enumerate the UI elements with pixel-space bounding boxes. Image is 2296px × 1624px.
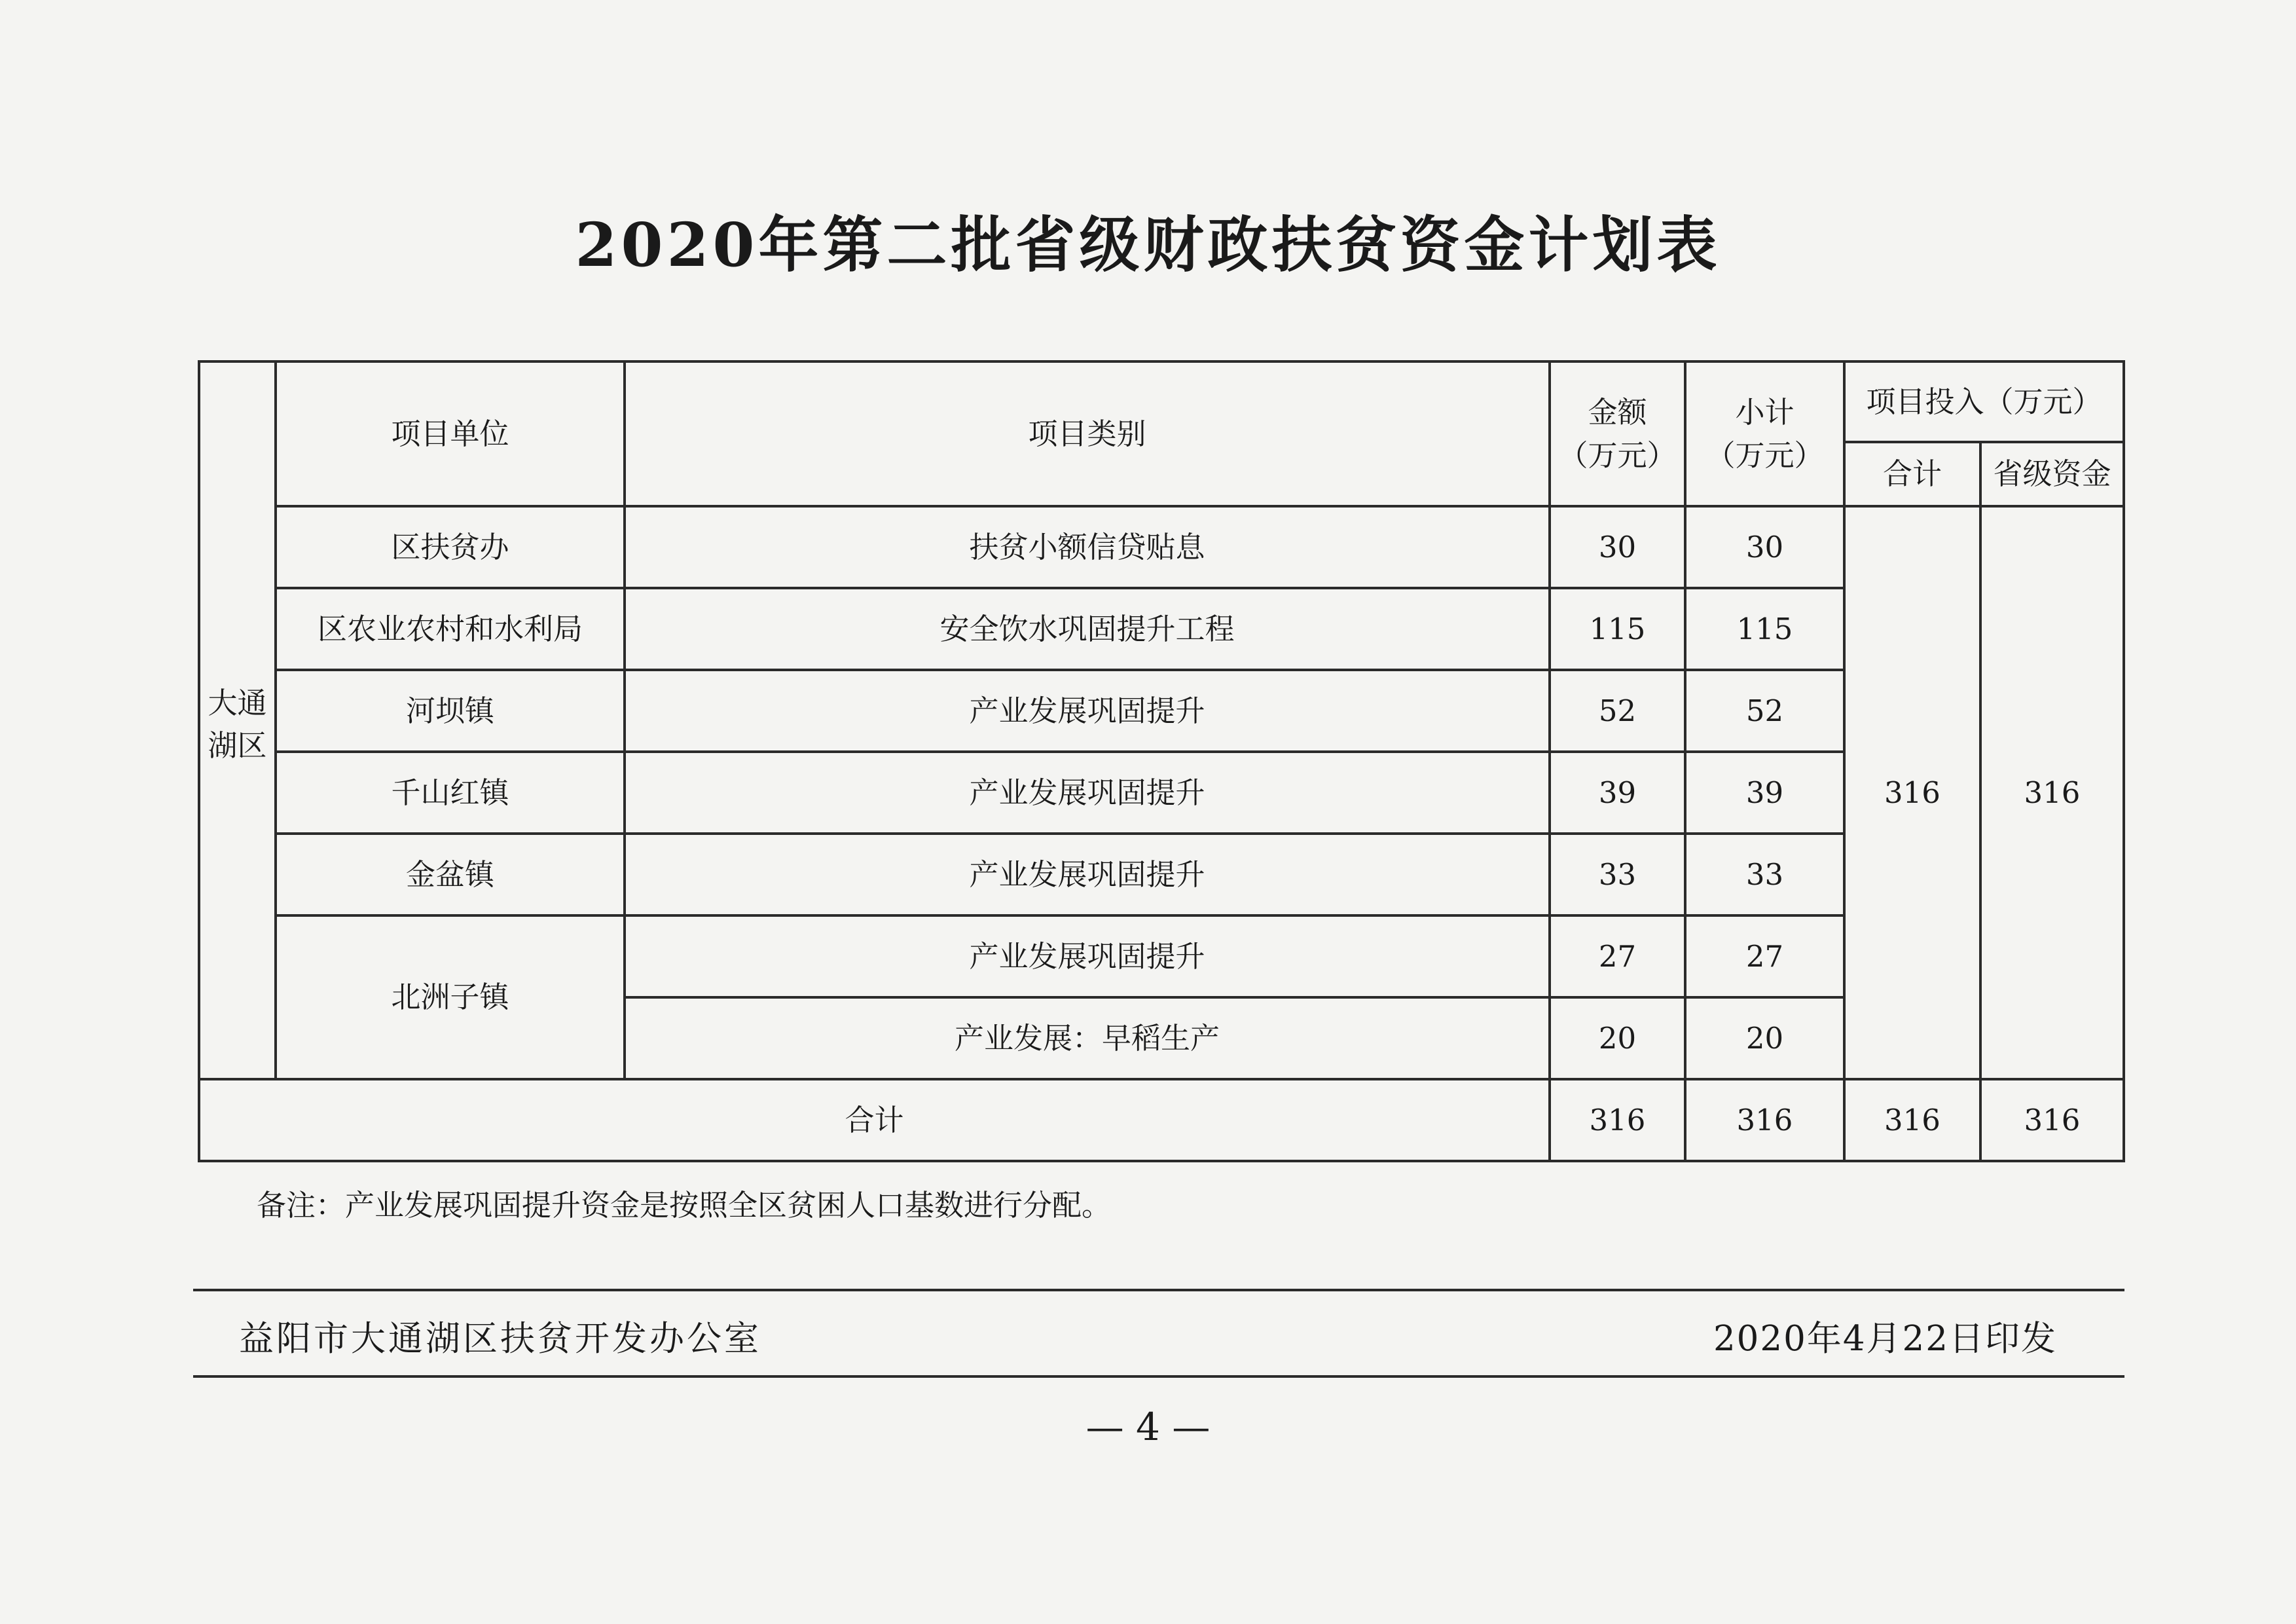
total-row xyxy=(199,1079,2124,1161)
category-cell: 安全饮水巩固提升工程 xyxy=(625,588,1550,670)
investment-total-cell: 316 xyxy=(1844,506,1980,1079)
district-cell xyxy=(199,361,276,1079)
subtotal-cell: 33 xyxy=(1685,834,1844,915)
header-amount xyxy=(1550,361,1685,506)
amount-cell: 27 xyxy=(1550,915,1685,997)
fund-plan-table xyxy=(198,360,2125,1162)
provincial-funds-cell: 316 xyxy=(1980,506,2124,1079)
total-amount: 316 xyxy=(1550,1079,1685,1161)
district-line-1: 大通 xyxy=(208,685,267,720)
issuer: 益阳市大通湖区扶贫开发办公室 xyxy=(239,1319,761,1359)
subtotal-cell: 115 xyxy=(1685,588,1844,670)
unit-cell: 区扶贫办 xyxy=(276,506,625,588)
header-subtotal xyxy=(1685,361,1844,506)
table-row xyxy=(199,506,2124,588)
unit-cell: 北洲子镇 xyxy=(276,915,625,1079)
amount-cell: 33 xyxy=(1550,834,1685,915)
amount-cell: 30 xyxy=(1550,506,1685,588)
amount-cell: 20 xyxy=(1550,997,1685,1079)
header-category: 项目类别 xyxy=(625,361,1550,506)
unit-cell: 区农业农村和水利局 xyxy=(276,588,625,670)
footer-bottom-rule xyxy=(193,1375,2124,1378)
total-investment: 316 xyxy=(1844,1079,1980,1161)
footer-top-rule xyxy=(193,1289,2124,1291)
unit-cell: 河坝镇 xyxy=(276,670,625,752)
header-subtotal-line-1: 小计 xyxy=(1735,395,1795,430)
unit-cell: 金盆镇 xyxy=(276,834,625,915)
amount-cell: 115 xyxy=(1550,588,1685,670)
total-label: 合计 xyxy=(199,1079,1550,1161)
header-investment-total: 合计 xyxy=(1844,442,1980,506)
header-provincial-funds: 省级资金 xyxy=(1980,442,2124,506)
table-note: 备注：产业发展巩固提升资金是按照全区贫困人口基数进行分配。 xyxy=(257,1188,1112,1223)
total-subtotal: 316 xyxy=(1685,1079,1844,1161)
subtotal-cell: 52 xyxy=(1685,670,1844,752)
header-amount-line-1: 金额 xyxy=(1588,395,1647,430)
issue-date: 2020年4月22日印发 xyxy=(1713,1319,2057,1359)
table-row xyxy=(199,752,2124,834)
category-cell: 产业发展：早稻生产 xyxy=(625,997,1550,1079)
amount-cell: 39 xyxy=(1550,752,1685,834)
category-cell: 产业发展巩固提升 xyxy=(625,915,1550,997)
header-unit: 项目单位 xyxy=(276,361,625,506)
unit-cell: 千山红镇 xyxy=(276,752,625,834)
category-cell: 产业发展巩固提升 xyxy=(625,752,1550,834)
header-investment: 项目投入（万元） xyxy=(1844,361,2124,442)
header-row-top xyxy=(199,361,2124,442)
header-amount-line-2: （万元） xyxy=(1558,437,1677,473)
category-cell: 产业发展巩固提升 xyxy=(625,834,1550,915)
amount-cell: 52 xyxy=(1550,670,1685,752)
table-row xyxy=(199,834,2124,915)
subtotal-cell: 30 xyxy=(1685,506,1844,588)
total-provincial-funds: 316 xyxy=(1980,1079,2124,1161)
document-title: 2020年第二批省级财政扶贫资金计划表 xyxy=(575,210,1721,280)
table-row xyxy=(199,588,2124,670)
header-subtotal-line-2: （万元） xyxy=(1705,437,1824,473)
category-cell: 扶贫小额信贷贴息 xyxy=(625,506,1550,588)
subtotal-cell: 27 xyxy=(1685,915,1844,997)
district-line-2: 湖区 xyxy=(208,728,267,763)
page-number: — 4 — xyxy=(1085,1405,1211,1449)
table-row xyxy=(199,670,2124,752)
subtotal-cell: 20 xyxy=(1685,997,1844,1079)
subtotal-cell: 39 xyxy=(1685,752,1844,834)
category-cell: 产业发展巩固提升 xyxy=(625,670,1550,752)
table-row xyxy=(199,915,2124,997)
